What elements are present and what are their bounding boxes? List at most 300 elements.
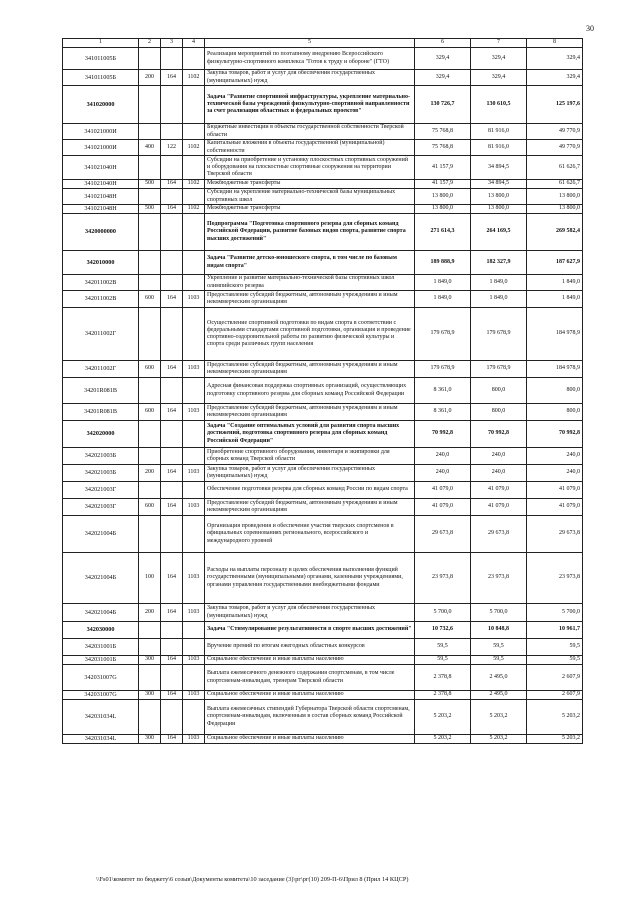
- description-cell: Организация проведения и обеспечение участия тверских спортсменов в официальных соревнованиях регионального, всероссийского и международного уровней: [205, 516, 415, 553]
- amount-year3-cell: 61 626,7: [527, 156, 583, 180]
- amount-year2-cell: 240,0: [471, 465, 527, 482]
- amount-year3-cell: 1 849,0: [527, 291, 583, 308]
- expense-type-cell: [139, 86, 161, 124]
- description-cell: Закупка товаров, работ и услуг для обеспечения государственных (муниципальных) нужд: [205, 604, 415, 622]
- classification-code-cell: 342020000: [63, 421, 139, 448]
- section-code-cell: [183, 516, 205, 553]
- description-cell: Межбюджетные трансферты: [205, 180, 415, 189]
- amount-year3-cell: 5 700,0: [527, 604, 583, 622]
- description-cell: Субсидии на укрепление материально-технической базы муниципальных спортивных школ: [205, 189, 415, 205]
- table-row: [63, 622, 583, 639]
- administrator-code-cell: [161, 482, 183, 499]
- administrator-code-cell: 164: [161, 735, 183, 744]
- classification-code-cell: 342031001Б: [63, 656, 139, 665]
- amount-year3-cell: 10 961,7: [527, 622, 583, 639]
- table-row: [63, 308, 583, 361]
- classification-code-cell: 341021040Н: [63, 156, 139, 180]
- description-cell: Адресная финансовая поддержка спортивных организаций, осуществляющих подготовку спортивного резерва для сборных команд Российской Федерации: [205, 378, 415, 404]
- section-code-cell: [183, 251, 205, 275]
- expense-type-cell: 300: [139, 691, 161, 700]
- administrator-code-cell: 164: [161, 291, 183, 308]
- amount-year3-cell: 187 627,9: [527, 251, 583, 275]
- table-row: [63, 404, 583, 421]
- amount-year2-cell: 13 800,0: [471, 205, 527, 214]
- description-cell: Социальное обеспечение и иные выплаты населению: [205, 691, 415, 700]
- table-row: [63, 205, 583, 214]
- amount-year1-cell: 329,4: [415, 48, 471, 70]
- amount-year1-cell: 41 157,9: [415, 156, 471, 180]
- table-row: [63, 516, 583, 553]
- amount-year1-cell: 23 973,8: [415, 553, 471, 604]
- column-header: 4: [183, 39, 205, 48]
- expense-type-cell: [139, 308, 161, 361]
- description-cell: Приобретение спортивного оборудования, инвентаря и экипировки для сборных команд Тверской области: [205, 448, 415, 465]
- table-row: [63, 251, 583, 275]
- amount-year1-cell: 75 768,8: [415, 124, 471, 140]
- administrator-code-cell: 122: [161, 140, 183, 156]
- section-code-cell: [183, 639, 205, 656]
- description-cell: Субсидии на приобретение и установку плоскостных спортивных сооружений и оборудования на плоскостные спортивные сооружения на территории Тверской области: [205, 156, 415, 180]
- amount-year2-cell: 59,5: [471, 639, 527, 656]
- amount-year1-cell: 5 203,2: [415, 700, 471, 735]
- table-row: [63, 275, 583, 291]
- amount-year2-cell: 41 079,0: [471, 499, 527, 516]
- table-row: [63, 639, 583, 656]
- amount-year3-cell: 13 800,0: [527, 189, 583, 205]
- section-code-cell: 1103: [183, 465, 205, 482]
- description-cell: Обеспечение подготовки резерва для сборных команд России по видам спорта: [205, 482, 415, 499]
- section-code-cell: [183, 48, 205, 70]
- amount-year3-cell: 59,5: [527, 656, 583, 665]
- expense-type-cell: 500: [139, 205, 161, 214]
- expense-type-cell: 200: [139, 604, 161, 622]
- section-code-cell: 1103: [183, 499, 205, 516]
- amount-year2-cell: 41 079,0: [471, 482, 527, 499]
- description-cell: Межбюджетные трансферты: [205, 205, 415, 214]
- administrator-code-cell: [161, 622, 183, 639]
- administrator-code-cell: [161, 86, 183, 124]
- amount-year3-cell: 125 197,6: [527, 86, 583, 124]
- amount-year3-cell: 329,4: [527, 70, 583, 86]
- amount-year1-cell: 5 203,2: [415, 735, 471, 744]
- section-code-cell: [183, 275, 205, 291]
- expense-type-cell: [139, 214, 161, 251]
- amount-year2-cell: 329,4: [471, 70, 527, 86]
- description-cell: Закупка товаров, работ и услуг для обеспечения государственных (муниципальных) нужд: [205, 465, 415, 482]
- table-row: [63, 140, 583, 156]
- amount-year1-cell: 240,0: [415, 465, 471, 482]
- section-code-cell: [183, 156, 205, 180]
- expense-type-cell: [139, 189, 161, 205]
- table-row: [63, 482, 583, 499]
- section-code-cell: 1102: [183, 70, 205, 86]
- amount-year3-cell: 329,4: [527, 48, 583, 70]
- expense-type-cell: [139, 665, 161, 691]
- section-code-cell: [183, 448, 205, 465]
- section-code-cell: 1102: [183, 205, 205, 214]
- administrator-code-cell: [161, 639, 183, 656]
- description-cell: Предоставление субсидий бюджетным, автономным учреждениям и иным некоммерческим организациям: [205, 291, 415, 308]
- amount-year2-cell: 179 678,9: [471, 308, 527, 361]
- classification-code-cell: 341021040Н: [63, 180, 139, 189]
- classification-code-cell: 341021000И: [63, 124, 139, 140]
- expense-type-cell: 200: [139, 70, 161, 86]
- table-row: [63, 604, 583, 622]
- expense-type-cell: [139, 156, 161, 180]
- amount-year3-cell: 29 673,8: [527, 516, 583, 553]
- classification-code-cell: 342011002В: [63, 275, 139, 291]
- section-code-cell: 1103: [183, 604, 205, 622]
- expense-type-cell: [139, 378, 161, 404]
- description-cell: Предоставление субсидий бюджетным, автономным учреждениям и иным некоммерческим организациям: [205, 361, 415, 378]
- amount-year2-cell: 34 894,5: [471, 156, 527, 180]
- header-row: [63, 39, 583, 48]
- amount-year3-cell: 41 079,0: [527, 499, 583, 516]
- section-code-cell: [183, 124, 205, 140]
- amount-year1-cell: 189 888,9: [415, 251, 471, 275]
- classification-code-cell: 342021004Б: [63, 604, 139, 622]
- section-code-cell: [183, 622, 205, 639]
- administrator-code-cell: [161, 156, 183, 180]
- amount-year1-cell: 1 849,0: [415, 275, 471, 291]
- amount-year2-cell: 81 916,0: [471, 124, 527, 140]
- classification-code-cell: 342021003Б: [63, 465, 139, 482]
- expense-type-cell: 600: [139, 291, 161, 308]
- amount-year3-cell: 23 973,8: [527, 553, 583, 604]
- section-code-cell: [183, 214, 205, 251]
- table-row: [63, 499, 583, 516]
- administrator-code-cell: [161, 378, 183, 404]
- description-cell: Задача "Развитие спортивной инфраструктуры, укрепление материально-технической базы учреждений физкультурно-спортивной направленности за счет реализации областных и федеральных проектов": [205, 86, 415, 124]
- amount-year2-cell: 130 610,5: [471, 86, 527, 124]
- amount-year3-cell: 240,0: [527, 465, 583, 482]
- administrator-code-cell: [161, 421, 183, 448]
- amount-year2-cell: 1 849,0: [471, 275, 527, 291]
- amount-year3-cell: 49 770,9: [527, 140, 583, 156]
- classification-code-cell: 342031034L: [63, 700, 139, 735]
- expense-type-cell: 500: [139, 180, 161, 189]
- amount-year1-cell: 130 726,7: [415, 86, 471, 124]
- description-cell: Выплата ежемесячного денежного содержания спортсменам, в том числе спортсменам-инвалидам, тренерам Тверской области: [205, 665, 415, 691]
- amount-year1-cell: 271 614,3: [415, 214, 471, 251]
- classification-code-cell: 342031007G: [63, 665, 139, 691]
- expense-type-cell: [139, 448, 161, 465]
- section-code-cell: [183, 378, 205, 404]
- column-header: 5: [205, 39, 415, 48]
- administrator-code-cell: [161, 189, 183, 205]
- expense-type-cell: [139, 700, 161, 735]
- description-cell: Укрепление и развитие материально-технической базы спортивных школ олимпийского резерва: [205, 275, 415, 291]
- classification-code-cell: 341021000И: [63, 140, 139, 156]
- amount-year1-cell: 41 157,9: [415, 180, 471, 189]
- administrator-code-cell: [161, 516, 183, 553]
- table-row: [63, 421, 583, 448]
- table-row: [63, 465, 583, 482]
- amount-year3-cell: 269 582,4: [527, 214, 583, 251]
- amount-year3-cell: 2 607,9: [527, 665, 583, 691]
- amount-year3-cell: 800,0: [527, 378, 583, 404]
- classification-code-cell: 342021003Б: [63, 448, 139, 465]
- description-cell: Подпрограмма "Подготовка спортивного резерва для сборных команд Российской Федерации, развитие базовых видов спорта, развитие спорта высших достижений": [205, 214, 415, 251]
- section-code-cell: 1103: [183, 691, 205, 700]
- table-row: [63, 665, 583, 691]
- section-code-cell: 1102: [183, 180, 205, 189]
- amount-year1-cell: 2 378,8: [415, 691, 471, 700]
- classification-code-cell: 341020000: [63, 86, 139, 124]
- administrator-code-cell: [161, 214, 183, 251]
- administrator-code-cell: 164: [161, 604, 183, 622]
- amount-year3-cell: 59,5: [527, 639, 583, 656]
- description-cell: Задача "Создание оптимальных условий для развития спорта высших достижений, подготовка спортивного резерва для сборных команд Российской Федерации": [205, 421, 415, 448]
- table-row: [63, 124, 583, 140]
- amount-year1-cell: 5 700,0: [415, 604, 471, 622]
- amount-year2-cell: 329,4: [471, 48, 527, 70]
- amount-year2-cell: 70 992,8: [471, 421, 527, 448]
- administrator-code-cell: 164: [161, 499, 183, 516]
- section-code-cell: [183, 665, 205, 691]
- amount-year1-cell: 179 678,9: [415, 361, 471, 378]
- table-row: [63, 180, 583, 189]
- expense-type-cell: 600: [139, 361, 161, 378]
- column-header: 6: [415, 39, 471, 48]
- expense-type-cell: 600: [139, 404, 161, 421]
- section-code-cell: [183, 189, 205, 205]
- amount-year3-cell: 800,0: [527, 404, 583, 421]
- classification-code-cell: 342011002Г: [63, 308, 139, 361]
- administrator-code-cell: 164: [161, 404, 183, 421]
- table-row: [63, 70, 583, 86]
- description-cell: Предоставление субсидий бюджетным, автономным учреждениям и иным некоммерческим организациям: [205, 404, 415, 421]
- amount-year1-cell: 41 079,0: [415, 499, 471, 516]
- amount-year3-cell: 5 203,2: [527, 700, 583, 735]
- amount-year3-cell: 5 203,2: [527, 735, 583, 744]
- description-cell: Капитальные вложения в объекты государственной (муниципальной) собственности: [205, 140, 415, 156]
- amount-year2-cell: 13 800,0: [471, 189, 527, 205]
- amount-year3-cell: 1 849,0: [527, 275, 583, 291]
- expense-type-cell: [139, 48, 161, 70]
- table-row: [63, 361, 583, 378]
- expense-type-cell: [139, 275, 161, 291]
- amount-year2-cell: 800,0: [471, 378, 527, 404]
- amount-year2-cell: 10 848,8: [471, 622, 527, 639]
- section-code-cell: 1103: [183, 361, 205, 378]
- table-row: [63, 700, 583, 735]
- amount-year1-cell: 329,4: [415, 70, 471, 86]
- administrator-code-cell: [161, 448, 183, 465]
- amount-year2-cell: 5 700,0: [471, 604, 527, 622]
- amount-year1-cell: 2 378,8: [415, 665, 471, 691]
- description-cell: Задача "Стимулирование результативности в спорте высших достижений": [205, 622, 415, 639]
- classification-code-cell: 34201R081В: [63, 404, 139, 421]
- classification-code-cell: 3420000000: [63, 214, 139, 251]
- amount-year2-cell: 179 678,9: [471, 361, 527, 378]
- description-cell: Закупка товаров, работ и услуг для обеспечения государственных (муниципальных) нужд: [205, 70, 415, 86]
- amount-year1-cell: 29 673,8: [415, 516, 471, 553]
- table-row: [63, 735, 583, 744]
- section-code-cell: [183, 86, 205, 124]
- section-code-cell: 1103: [183, 404, 205, 421]
- amount-year2-cell: 5 203,2: [471, 735, 527, 744]
- page-number: 30: [586, 24, 594, 33]
- amount-year2-cell: 34 894,5: [471, 180, 527, 189]
- table-row: [63, 156, 583, 180]
- amount-year2-cell: 800,0: [471, 404, 527, 421]
- table-row: [63, 656, 583, 665]
- amount-year1-cell: 59,5: [415, 656, 471, 665]
- administrator-code-cell: 164: [161, 553, 183, 604]
- administrator-code-cell: 164: [161, 205, 183, 214]
- description-cell: Выплата ежемесячных стипендий Губернатора Тверской области спортсменам, спортсменам-инвалидам, включенным в состав сборных команд Российской Федерации: [205, 700, 415, 735]
- administrator-code-cell: 164: [161, 656, 183, 665]
- amount-year1-cell: 240,0: [415, 448, 471, 465]
- classification-code-cell: 342021004Б: [63, 553, 139, 604]
- classification-code-cell: 342030000: [63, 622, 139, 639]
- table-row: [63, 214, 583, 251]
- amount-year2-cell: 182 327,9: [471, 251, 527, 275]
- amount-year2-cell: 59,5: [471, 656, 527, 665]
- description-cell: Расходы на выплаты персоналу в целях обеспечения выполнения функций государственными (муниципальными) органами, казенными учреждениями, органами управления государственными внебюджетными фондами: [205, 553, 415, 604]
- amount-year2-cell: 2 495,0: [471, 665, 527, 691]
- classification-code-cell: 341021048Н: [63, 205, 139, 214]
- amount-year2-cell: 81 916,0: [471, 140, 527, 156]
- amount-year1-cell: 13 800,0: [415, 189, 471, 205]
- classification-code-cell: 342021003Г: [63, 482, 139, 499]
- amount-year3-cell: 61 626,7: [527, 180, 583, 189]
- administrator-code-cell: 164: [161, 180, 183, 189]
- description-cell: Предоставление субсидий бюджетным, автономным учреждениям и иным некоммерческим организациям: [205, 499, 415, 516]
- amount-year2-cell: 1 849,0: [471, 291, 527, 308]
- column-header: 7: [471, 39, 527, 48]
- administrator-code-cell: [161, 48, 183, 70]
- amount-year2-cell: 264 169,5: [471, 214, 527, 251]
- amount-year1-cell: 10 732,6: [415, 622, 471, 639]
- classification-code-cell: 341011005Б: [63, 70, 139, 86]
- description-cell: Реализация мероприятий по поэтапному внедрению Всероссийского физкультурно-спортивного комплекса "Готов к труду и обороне" (ГТО): [205, 48, 415, 70]
- description-cell: Социальное обеспечение и иные выплаты населению: [205, 735, 415, 744]
- amount-year3-cell: 41 079,0: [527, 482, 583, 499]
- table-row: [63, 691, 583, 700]
- classification-code-cell: 341011005Б: [63, 48, 139, 70]
- expense-type-cell: [139, 124, 161, 140]
- administrator-code-cell: [161, 124, 183, 140]
- column-header: 3: [161, 39, 183, 48]
- classification-code-cell: 342011002Г: [63, 361, 139, 378]
- classification-code-cell: 34201R081В: [63, 378, 139, 404]
- amount-year2-cell: 23 973,8: [471, 553, 527, 604]
- expense-type-cell: 100: [139, 553, 161, 604]
- expense-type-cell: 300: [139, 656, 161, 665]
- amount-year1-cell: 179 678,9: [415, 308, 471, 361]
- classification-code-cell: 341021048Н: [63, 189, 139, 205]
- amount-year3-cell: 49 770,9: [527, 124, 583, 140]
- description-cell: Социальное обеспечение и иные выплаты населению: [205, 656, 415, 665]
- amount-year2-cell: 29 673,8: [471, 516, 527, 553]
- column-header: 1: [63, 39, 139, 48]
- expense-type-cell: 300: [139, 735, 161, 744]
- section-code-cell: [183, 700, 205, 735]
- budget-table: [62, 38, 583, 744]
- expense-type-cell: [139, 421, 161, 448]
- amount-year1-cell: 70 992,8: [415, 421, 471, 448]
- amount-year1-cell: 75 768,8: [415, 140, 471, 156]
- amount-year2-cell: 5 203,2: [471, 700, 527, 735]
- column-header: 2: [139, 39, 161, 48]
- classification-code-cell: 342031034L: [63, 735, 139, 744]
- description-cell: Осуществление спортивной подготовки по видам спорта в соответствии с федеральными стандартами спортивной подготовки, организация и проведение спортивно-оздоровительной работы по развитию физической культуры и спорта среди различных групп населения: [205, 308, 415, 361]
- amount-year3-cell: 70 992,8: [527, 421, 583, 448]
- section-code-cell: 1103: [183, 291, 205, 308]
- column-header: 8: [527, 39, 583, 48]
- table-row: [63, 48, 583, 70]
- expense-type-cell: 600: [139, 499, 161, 516]
- expense-type-cell: [139, 516, 161, 553]
- table-row: [63, 291, 583, 308]
- administrator-code-cell: 164: [161, 465, 183, 482]
- amount-year3-cell: 240,0: [527, 448, 583, 465]
- amount-year1-cell: 8 361,0: [415, 404, 471, 421]
- section-code-cell: [183, 308, 205, 361]
- amount-year3-cell: 13 800,0: [527, 205, 583, 214]
- classification-code-cell: 342021004Б: [63, 516, 139, 553]
- expense-type-cell: 400: [139, 140, 161, 156]
- administrator-code-cell: 164: [161, 361, 183, 378]
- expense-type-cell: [139, 639, 161, 656]
- classification-code-cell: 342011002В: [63, 291, 139, 308]
- administrator-code-cell: 164: [161, 691, 183, 700]
- table-row: [63, 189, 583, 205]
- section-code-cell: 1103: [183, 553, 205, 604]
- administrator-code-cell: [161, 251, 183, 275]
- expense-type-cell: [139, 622, 161, 639]
- section-code-cell: 1102: [183, 140, 205, 156]
- administrator-code-cell: [161, 665, 183, 691]
- amount-year1-cell: 8 361,0: [415, 378, 471, 404]
- section-code-cell: [183, 421, 205, 448]
- amount-year3-cell: 184 978,9: [527, 308, 583, 361]
- administrator-code-cell: [161, 700, 183, 735]
- table-row: [63, 86, 583, 124]
- table-row: [63, 553, 583, 604]
- description-cell: Бюджетные инвестиции в объекты государственной собственности Тверской области: [205, 124, 415, 140]
- section-code-cell: [183, 482, 205, 499]
- amount-year1-cell: 1 849,0: [415, 291, 471, 308]
- administrator-code-cell: 164: [161, 70, 183, 86]
- amount-year1-cell: 59,5: [415, 639, 471, 656]
- amount-year1-cell: 41 079,0: [415, 482, 471, 499]
- table-row: [63, 448, 583, 465]
- section-code-cell: 1103: [183, 656, 205, 665]
- classification-code-cell: 342021003Г: [63, 499, 139, 516]
- amount-year3-cell: 184 978,9: [527, 361, 583, 378]
- administrator-code-cell: [161, 275, 183, 291]
- expense-type-cell: [139, 482, 161, 499]
- expense-type-cell: [139, 251, 161, 275]
- description-cell: Задача "Развитие детско-юношеского спорта, в том числе по базовым видам спорта": [205, 251, 415, 275]
- administrator-code-cell: [161, 308, 183, 361]
- expense-type-cell: 200: [139, 465, 161, 482]
- file-path-footer: \\Fs01\комитет по бюджету\6 созыв\Документы комитета\10 заседание (3)\рг\рг(10) 209-П-6\Прил 8 (Прил 14 КЦСР): [96, 876, 409, 883]
- classification-code-cell: 342031001Б: [63, 639, 139, 656]
- description-cell: Вручение премий по итогам ежегодных областных конкурсов: [205, 639, 415, 656]
- classification-code-cell: 342031007G: [63, 691, 139, 700]
- amount-year2-cell: 2 495,0: [471, 691, 527, 700]
- amount-year3-cell: 2 607,9: [527, 691, 583, 700]
- section-code-cell: 1103: [183, 735, 205, 744]
- amount-year2-cell: 240,0: [471, 448, 527, 465]
- amount-year1-cell: 13 800,0: [415, 205, 471, 214]
- table-row: [63, 378, 583, 404]
- classification-code-cell: 342010000: [63, 251, 139, 275]
